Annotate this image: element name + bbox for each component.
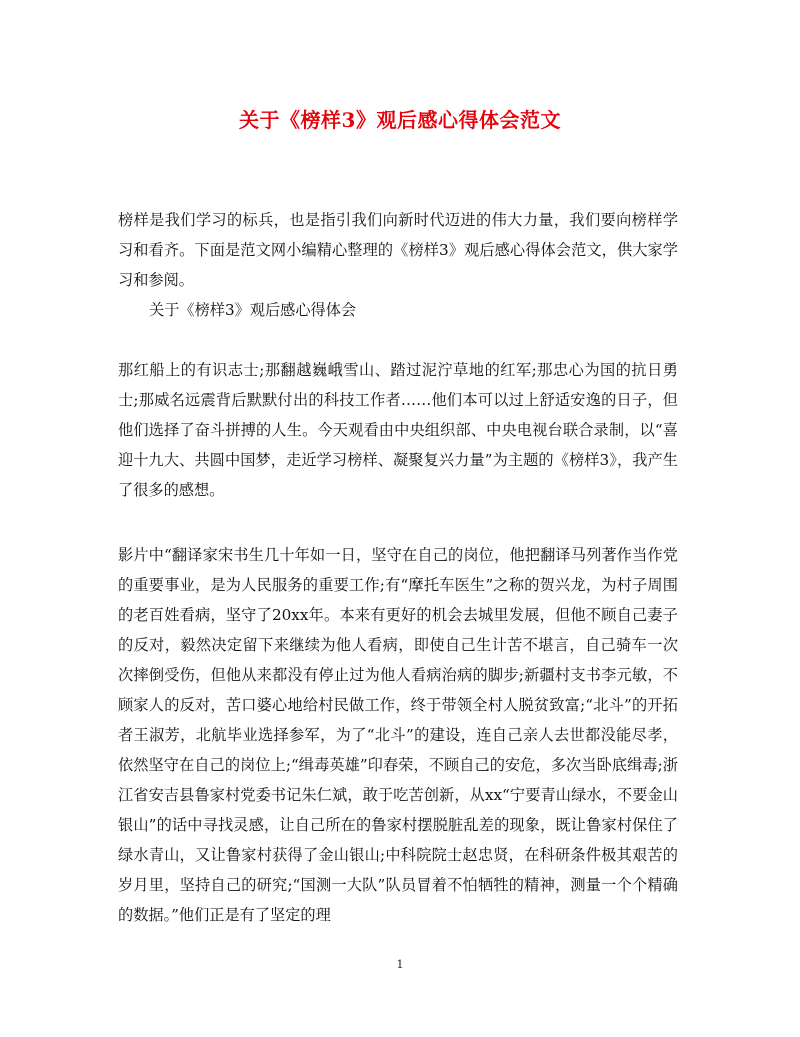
subheading: 关于《榜样3》观后感心得体会 xyxy=(149,301,357,319)
body-paragraph: 那红船上的有识志士;那翻越巍峨雪山、踏过泥泞草地的红军;那忠心为国的抗日勇士;那威名远震背后默默付出的科技工作者……他们本可以过上舒适安逸的日子，但他们选择了奋斗拼搏的人生。今天观看由中央组织部、中央电视台联合录制，以“喜迎十九大、共圆中国梦，走近学习榜样、凝聚复兴力量”为主题的《榜样3》，我产生了很多的感想。 xyxy=(118,361,678,499)
page-number: 1 xyxy=(396,958,404,971)
body-paragraph: 影片中“翻译家宋书生几十年如一日，坚守在自己的岗位，他把翻译马列著作当作党的重要事业，是为人民服务的重要工作;有“摩托车医生”之称的贺兴龙，为村子周围的老百姓看病，坚守了20xx年。本来有更好的机会去城里发展，但他不顾自己妻子的反对，毅然决定留下来继续为他人看病，即使自己生计苦不堪言，自己骑车一次次摔倒受伤，但他从来都没有停止过为他人看病治病的脚步;新疆村支书李元敏，不顾家人的反对，苦口婆心地给村民做工作，终于带领全村人脱贫致富;“北斗”的开拓者王淑芳，北航毕业选择参军，为了“北斗”的建设，连自己亲人去世都没能尽孝，依然坚守在自己的岗位上;“缉毒英雄”印春荣，不顾自己的安危，多次当卧底缉毒;浙江省安吉县鲁家村党委书记朱仁斌，敢于吃苦创新，从xx“宁要青山绿水，不要金山银山”的话中寻找灵感，让自己所在的鲁家村摆脱脏乱差的现象，既让鲁家村保住了绿水青山，又让鲁家村获得了金山银山;中科院院士赵忠贤，在科研条件极其艰苦的岁月里，坚持自己的研究;“国测一大队”队员冒着不怕牺牲的精神，测量一个个精确的数据。”他们正是有了坚定的理 xyxy=(118,546,678,924)
document-title: 关于《榜样3》观后感心得体会范文 xyxy=(239,108,561,132)
intro-paragraph: 榜样是我们学习的标兵，也是指引我们向新时代迈进的伟大力量，我们要向榜样学习和看齐。下面是范文网小编精心整理的《榜样3》观后感心得体会范文，供大家学习和参阅。 xyxy=(118,211,678,289)
